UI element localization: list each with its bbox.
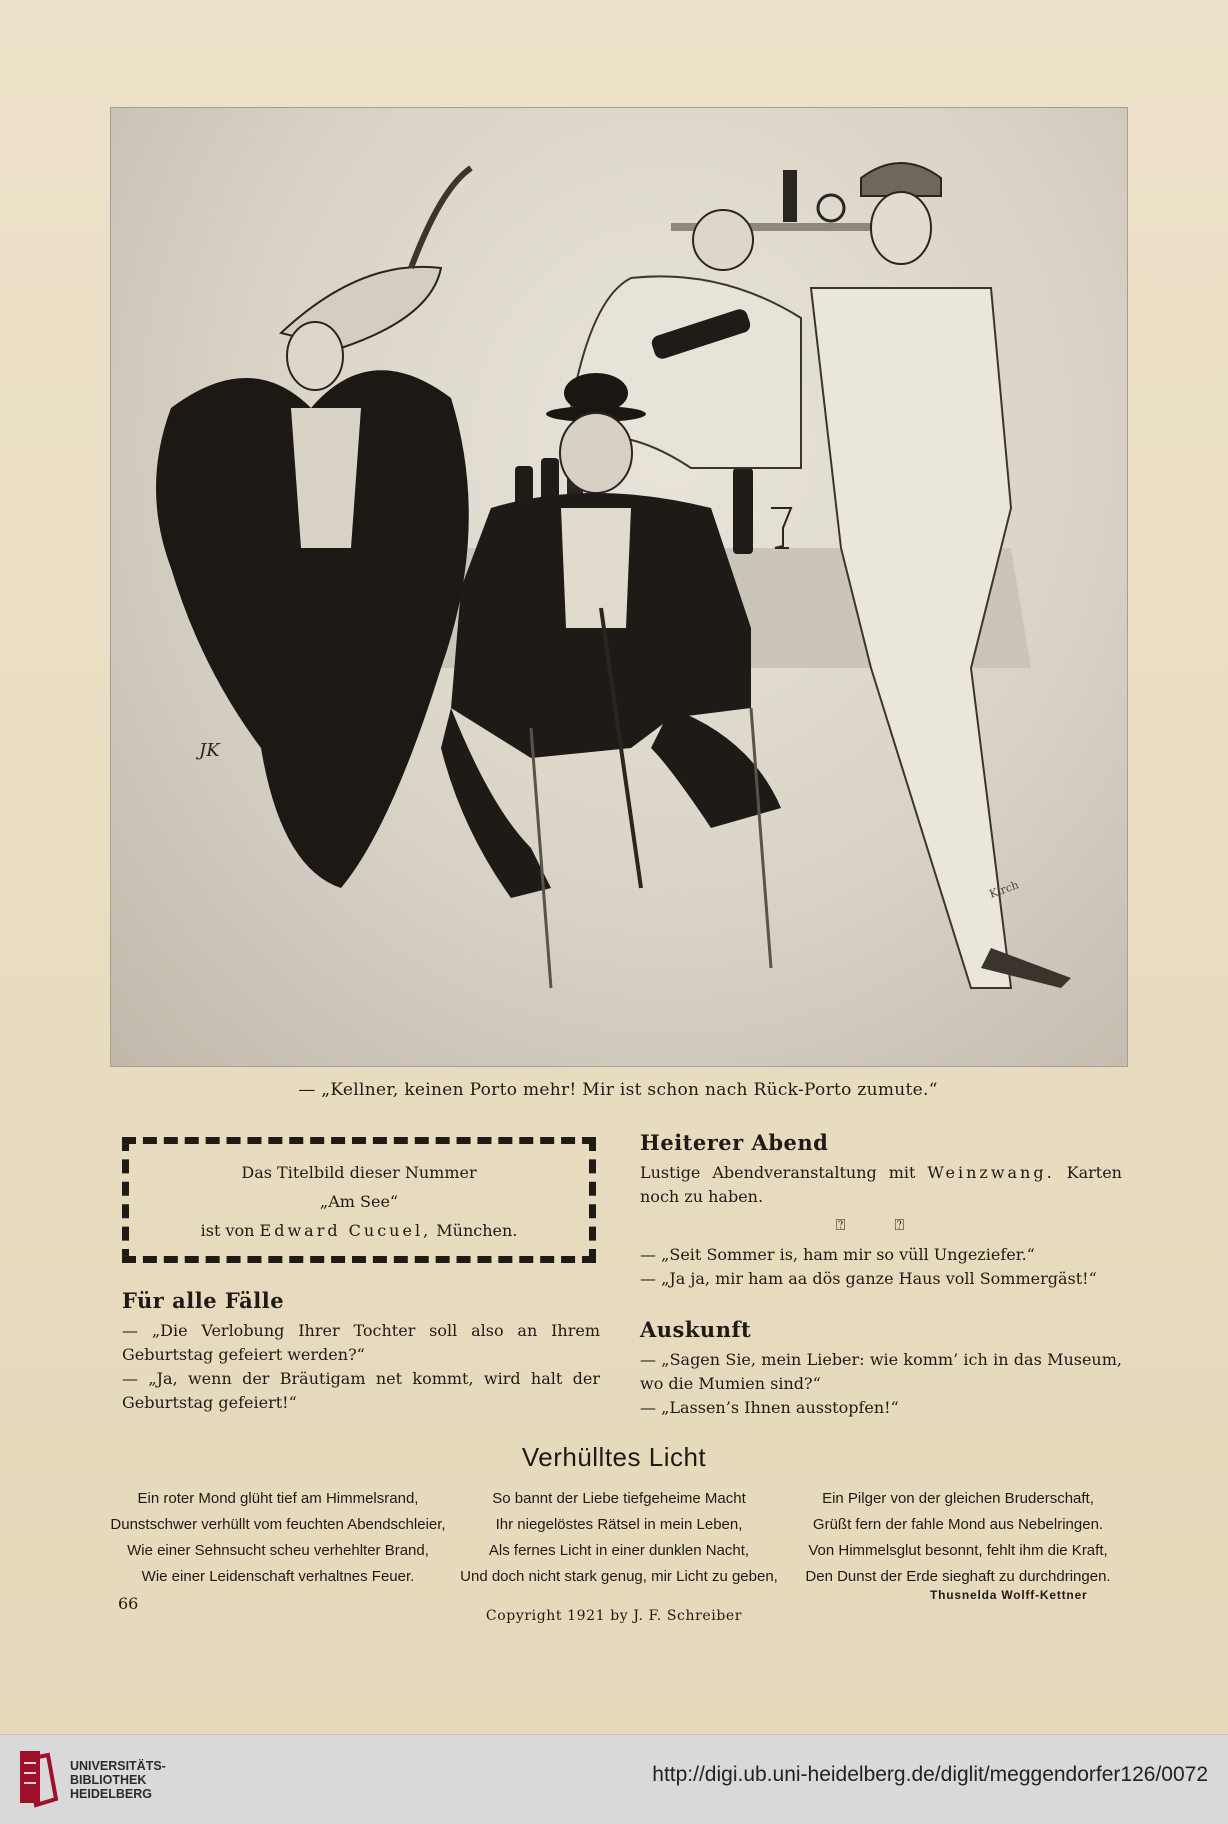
joke-line: — „Die Verlobung Ihrer Tochter soll also an Ihrem Geburtstag gefeiert werden?“ [122, 1321, 600, 1364]
poem-line: Wie einer Leidenschaft verhaltnes Feuer. [141, 1568, 415, 1585]
heading-fuer-alle-faelle: Für alle Fälle [122, 1288, 285, 1313]
poem-stanza-2 [454, 1486, 784, 1590]
notice-line-2: „Am See“ [319, 1192, 399, 1211]
notice-line-3-suffix: München. [436, 1221, 518, 1240]
right-column [640, 1130, 1122, 1420]
seated-man-leg [651, 708, 781, 828]
hat-feather [411, 168, 471, 268]
joke-line: — „Sagen Sie, mein Lieber: wie komm’ ich in das Museum, wo die Mumien sind?“ [640, 1350, 1122, 1393]
notice-line-1: Das Titelbild dieser Nummer [241, 1163, 477, 1182]
library-name-line: HEIDELBERG [70, 1787, 152, 1801]
poem-line: Wie einer Sehnsucht scheu verhehlter Brand, [127, 1542, 429, 1559]
bar-bottle [733, 468, 753, 554]
painter-name: Edward Cucuel, [259, 1221, 432, 1240]
joke-line: — „Ja ja, mir ham aa dös ganze Haus voll Sommergäst!“ [640, 1269, 1097, 1288]
poem-line: Dunstschwer verhüllt vom feuchten Abendschleier, [110, 1516, 446, 1533]
library-logo-icon [14, 1745, 62, 1811]
shelf-bottle [783, 170, 797, 222]
title-picture-notice [122, 1137, 596, 1263]
poem-line: So bannt der Liebe tiefgeheime Macht [492, 1490, 746, 1507]
artist-signature: Kirch [987, 878, 1021, 901]
joke-intro [640, 1161, 1122, 1209]
seated-man-head [560, 413, 632, 493]
heading-auskunft: Auskunft [640, 1317, 752, 1342]
shelf-jug [818, 195, 844, 221]
poem-line: Als fernes Licht in einer dunklen Nacht, [488, 1542, 750, 1559]
left-column [122, 1288, 600, 1415]
poem-line: Grüßt fern der fahle Mond aus Nebelringen. [812, 1516, 1104, 1533]
illustration-caption: — „Kellner, keinen Porto mehr! Mir ist schon nach Rück-Porto zumute.“ [298, 1080, 938, 1100]
poem-author: Thusnelda Wolff-Kettner [930, 1588, 1088, 1602]
source-url-link[interactable]: http://digi.ub.uni-heidelberg.de/diglit/meggendorfer126/0072 [652, 1763, 1208, 1786]
poem-line: Und doch nicht stark genug, mir Licht zu geben, [460, 1568, 778, 1585]
joke-line: — „Seit Sommer is, ham mir so vüll Ungeziefer.“ [640, 1245, 1035, 1264]
joke-line: — „Lassen’s Ihnen ausstopfen!“ [640, 1398, 899, 1417]
notice-line-3-prefix: ist von [200, 1221, 255, 1240]
cartoon-illustration [110, 107, 1128, 1067]
poem-line: Von Himmelsglut besonnt, fehlt ihm die Kraft, [808, 1542, 1108, 1559]
poem-line: Ein Pilger von der gleichen Bruderschaft, [822, 1490, 1094, 1507]
waiter-head [693, 210, 753, 270]
notice-line-3 [129, 1216, 589, 1245]
joke-intro-after: Karten noch zu haben. [640, 1163, 1122, 1206]
cartoon-drawing [111, 108, 1127, 1066]
page-number: 66 [118, 1594, 139, 1613]
library-name-line: UNIVERSITÄTS- [70, 1759, 166, 1773]
woman-head [287, 322, 343, 390]
digitization-footer [0, 1734, 1228, 1824]
standing-man-head [871, 192, 931, 264]
poem-stanza-1 [108, 1486, 448, 1590]
wine-glass [771, 508, 791, 548]
poem-line: Den Dunst der Erde sieghaft zu durchdringen. [805, 1568, 1111, 1585]
joke-line: — „Ja, wenn der Bräutigam net kommt, wird halt der Geburtstag gefeiert!“ [122, 1369, 600, 1412]
library-name-line: BIBLIOTHEK [70, 1773, 147, 1787]
poem-stanza-3 [790, 1486, 1126, 1590]
library-name [70, 1759, 166, 1801]
seated-man-shirt [561, 508, 631, 628]
joke-intro-before: Lustige Abendveranstaltung mit [640, 1163, 916, 1182]
woman-dress [291, 408, 361, 548]
heading-heiterer-abend: Heiterer Abend [640, 1130, 829, 1155]
poem-title: Verhülltes Licht [521, 1442, 707, 1472]
poem-line: Ein roter Mond glüht tief am Himmelsrand, [137, 1490, 419, 1507]
copyright-line: Copyright 1921 by J. F. Schreiber [485, 1608, 743, 1624]
ornament-divider: ⍰ ⍰ [835, 1215, 927, 1234]
poem-line: Ihr niegelöstes Rätsel in mein Leben, [495, 1516, 743, 1533]
artist-monogram: JK [199, 740, 220, 761]
joke-intro-spaced: Weinzwang. [927, 1163, 1055, 1182]
